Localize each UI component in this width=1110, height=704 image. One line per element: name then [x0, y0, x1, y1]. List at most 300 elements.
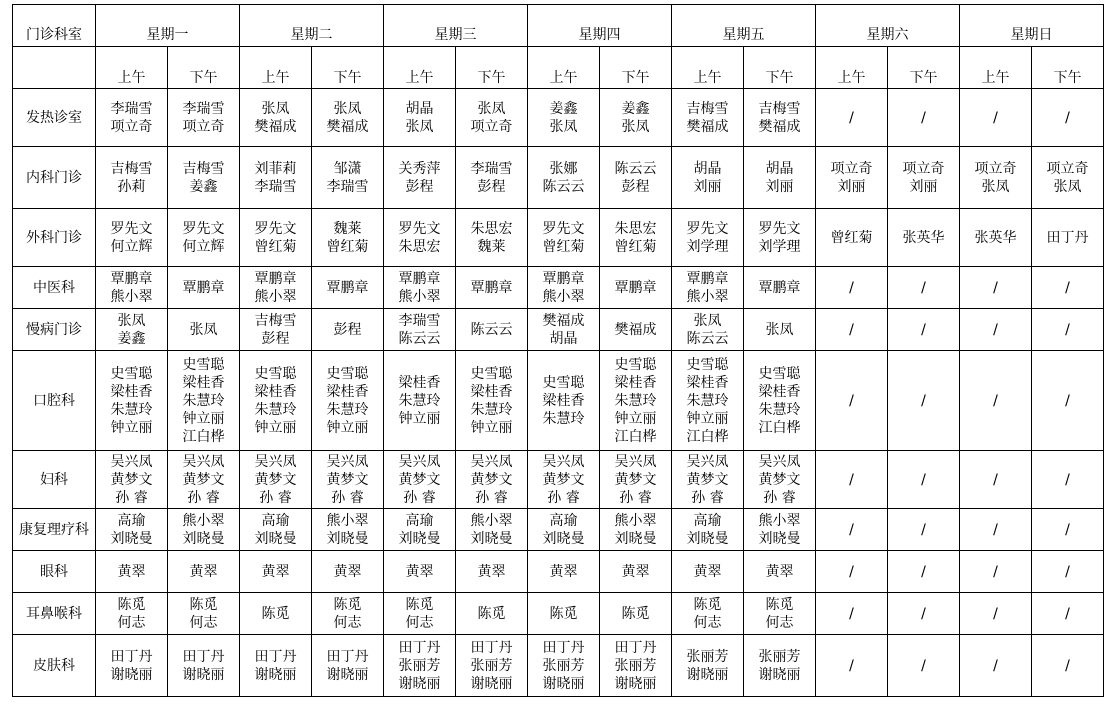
schedule-cell [672, 509, 744, 551]
doctor-name: 陈觅 [261, 605, 290, 622]
doctor-name: 黄翠 [189, 563, 218, 580]
schedule-cell [240, 147, 312, 209]
doctor-name: 何立辉 [182, 238, 225, 255]
doctor-name: 梁桂香 [182, 374, 225, 391]
doctor-name: 陈觅 [621, 605, 650, 622]
dept-name-cell: 发热诊室 [13, 89, 96, 147]
empty-slot-mark: / [921, 521, 926, 538]
doctor-name: 孙 睿 [619, 489, 652, 506]
schedule-cell [384, 147, 456, 209]
empty-slot-mark: / [993, 109, 998, 126]
doctor-name: 孙 睿 [187, 489, 220, 506]
dept-name-cell: 慢病门诊 [13, 309, 96, 351]
empty-slot-mark: / [1065, 657, 1070, 674]
doctor-name: 张娜 [549, 160, 578, 177]
schedule-cell [744, 209, 816, 267]
table-row [13, 89, 1104, 147]
schedule-cell [96, 593, 168, 635]
schedule-cell [384, 309, 456, 351]
doctor-name: 陈觅 [693, 596, 722, 613]
doctor-name: 罗先文 [686, 220, 729, 237]
doctor-name: 熊小翠 [470, 512, 513, 529]
doctor-name: 梁桂香 [470, 383, 513, 400]
doctor-name: 梁桂香 [614, 374, 657, 391]
schedule-cell [744, 635, 816, 697]
doctor-name: 陈觅 [117, 596, 146, 613]
doctor-name: 江白桦 [686, 428, 729, 445]
empty-slot-mark: / [849, 321, 854, 338]
schedule-cell [312, 89, 384, 147]
dept-name-cell: 妇科 [13, 451, 96, 509]
doctor-name: 何志 [405, 614, 434, 631]
day-header-sat: 星期六 [816, 5, 960, 47]
schedule-cell [600, 209, 672, 267]
schedule-cell [960, 267, 1032, 309]
doctor-name: 刘晓曼 [614, 530, 657, 547]
schedule-cell [96, 351, 168, 451]
doctor-name: 梁桂香 [326, 383, 369, 400]
doctor-name: 田丁丹 [614, 639, 657, 656]
doctor-name: 谢晓丽 [254, 666, 297, 683]
empty-slot-mark: / [849, 392, 854, 409]
doctor-name: 梁桂香 [254, 383, 297, 400]
schedule-cell [312, 147, 384, 209]
empty-slot-mark: / [921, 109, 926, 126]
doctor-name: 刘晓曼 [542, 530, 585, 547]
table-row [13, 351, 1104, 451]
schedule-cell [888, 351, 960, 451]
doctor-name: 吉梅雪 [254, 312, 297, 329]
table-row [13, 309, 1104, 351]
doctor-name: 朱思宏 [470, 220, 513, 237]
schedule-cell [384, 551, 456, 593]
empty-slot-mark: / [849, 657, 854, 674]
doctor-name: 陈觅 [765, 596, 794, 613]
dept-name-cell: 耳鼻喉科 [13, 593, 96, 635]
doctor-name: 朱慧玲 [686, 392, 729, 409]
schedule-cell [816, 451, 888, 509]
doctor-name: 刘晓曼 [254, 530, 297, 547]
schedule-cell [528, 267, 600, 309]
schedule-cell [744, 551, 816, 593]
schedule-cell [168, 351, 240, 451]
doctor-name: 钟立丽 [182, 410, 225, 427]
doctor-name: 谢晓丽 [686, 666, 729, 683]
doctor-name: 陈云云 [398, 330, 441, 347]
doctor-name: 覃鹏章 [470, 279, 513, 296]
doctor-name: 刘晓曼 [182, 530, 225, 547]
doctor-name: 樊福成 [326, 118, 369, 135]
doctor-name: 樊福成 [686, 118, 729, 135]
doctor-name: 张丽芳 [398, 657, 441, 674]
table-row [13, 593, 1104, 635]
doctor-name: 刘晓曼 [110, 530, 153, 547]
doctor-name: 姜鑫 [189, 178, 218, 195]
doctor-name: 孙 睿 [475, 489, 508, 506]
schedule-cell [312, 509, 384, 551]
schedule-cell [1032, 267, 1104, 309]
doctor-name: 黄梦文 [110, 471, 153, 488]
doctor-name: 覃鹏章 [110, 270, 153, 287]
doctor-name: 张凤 [261, 100, 290, 117]
schedule-cell [960, 309, 1032, 351]
schedule-cell [600, 509, 672, 551]
doctor-name: 罗先文 [758, 220, 801, 237]
empty-slot-mark: / [993, 521, 998, 538]
empty-slot-mark: / [1065, 521, 1070, 538]
doctor-name: 彭程 [477, 178, 506, 195]
doctor-name: 黄梦文 [614, 471, 657, 488]
doctor-name: 田丁丹 [110, 648, 153, 665]
schedule-cell [1032, 551, 1104, 593]
schedule-cell [384, 509, 456, 551]
schedule-cell [960, 89, 1032, 147]
doctor-name: 刘学理 [686, 238, 729, 255]
schedule-cell [96, 451, 168, 509]
doctor-name: 吴兴凤 [542, 453, 585, 470]
doctor-name: 吴兴凤 [254, 453, 297, 470]
schedule-cell [528, 551, 600, 593]
doctor-name: 彭程 [621, 178, 650, 195]
doctor-name: 关秀萍 [398, 160, 441, 177]
doctor-name: 黄梦文 [470, 471, 513, 488]
schedule-cell [960, 509, 1032, 551]
halfday-header-pm: 下午 [1032, 47, 1104, 89]
doctor-name: 陈觅 [477, 605, 506, 622]
schedule-cell [528, 209, 600, 267]
schedule-cell [96, 309, 168, 351]
schedule-cell [1032, 451, 1104, 509]
doctor-name: 罗先文 [182, 220, 225, 237]
doctor-name: 熊小翠 [542, 288, 585, 305]
doctor-name: 高瑜 [117, 512, 146, 529]
schedule-cell [816, 593, 888, 635]
doctor-name: 刘丽 [837, 178, 866, 195]
schedule-cell [456, 309, 528, 351]
doctor-name: 黄翠 [261, 563, 290, 580]
doctor-name: 刘菲莉 [254, 160, 297, 177]
doctor-name: 田丁丹 [254, 648, 297, 665]
doctor-name: 覃鹏章 [182, 279, 225, 296]
schedule-cell [1032, 309, 1104, 351]
doctor-name: 高瑜 [261, 512, 290, 529]
doctor-name: 张凤 [477, 100, 506, 117]
doctor-name: 陈觅 [189, 596, 218, 613]
doctor-name: 朱慧玲 [254, 401, 297, 418]
doctor-name: 孙 睿 [547, 489, 580, 506]
schedule-cell [672, 89, 744, 147]
schedule-cell [744, 267, 816, 309]
halfday-header-am: 上午 [384, 47, 456, 89]
doctor-name: 梁桂香 [398, 374, 441, 391]
doctor-name: 史雪聪 [326, 365, 369, 382]
doctor-name: 项立奇 [1046, 160, 1089, 177]
schedule-cell [456, 267, 528, 309]
doctor-name: 张凤 [693, 312, 722, 329]
doctor-name: 项立奇 [902, 160, 945, 177]
schedule-cell [96, 89, 168, 147]
schedule-cell [816, 635, 888, 697]
dept-name-cell: 内科门诊 [13, 147, 96, 209]
schedule-cell [960, 551, 1032, 593]
schedule-cell [528, 593, 600, 635]
empty-slot-mark: / [921, 392, 926, 409]
halfday-header-pm: 下午 [744, 47, 816, 89]
doctor-name: 吴兴凤 [110, 453, 153, 470]
doctor-name: 胡晶 [549, 330, 578, 347]
doctor-name: 张凤 [765, 321, 794, 338]
doctor-name: 田丁丹 [398, 639, 441, 656]
doctor-name: 熊小翠 [110, 288, 153, 305]
schedule-cell [312, 351, 384, 451]
schedule-cell [240, 509, 312, 551]
doctor-name: 何志 [189, 614, 218, 631]
table-row [13, 551, 1104, 593]
doctor-name: 谢晓丽 [470, 675, 513, 692]
empty-slot-mark: / [921, 279, 926, 296]
doctor-name: 张丽芳 [686, 648, 729, 665]
doctor-name: 陈觅 [333, 596, 362, 613]
doctor-name: 史雪聪 [182, 356, 225, 373]
schedule-cell [168, 309, 240, 351]
doctor-name: 胡晶 [765, 160, 794, 177]
schedule-cell [384, 351, 456, 451]
doctor-name: 吉梅雪 [686, 100, 729, 117]
schedule-cell [672, 593, 744, 635]
schedule-cell [960, 593, 1032, 635]
doctor-name: 江白桦 [614, 428, 657, 445]
doctor-name: 刘丽 [765, 178, 794, 195]
doctor-name: 黄翠 [333, 563, 362, 580]
doctor-name: 钟立丽 [398, 410, 441, 427]
doctor-name: 曾红菊 [326, 238, 369, 255]
schedule-cell [672, 451, 744, 509]
doctor-name: 熊小翠 [758, 512, 801, 529]
empty-slot-mark: / [993, 279, 998, 296]
schedule-cell [312, 209, 384, 267]
schedule-cell [960, 209, 1032, 267]
schedule-cell [816, 89, 888, 147]
doctor-name: 吴兴凤 [182, 453, 225, 470]
doctor-name: 彭程 [333, 321, 362, 338]
doctor-name: 胡晶 [693, 160, 722, 177]
schedule-cell [1032, 351, 1104, 451]
schedule-cell [888, 309, 960, 351]
doctor-name: 刘丽 [693, 178, 722, 195]
schedule-cell [96, 509, 168, 551]
doctor-name: 曾红菊 [614, 238, 657, 255]
schedule-cell [528, 89, 600, 147]
schedule-cell [528, 509, 600, 551]
doctor-name: 覃鹏章 [758, 279, 801, 296]
doctor-name: 张丽芳 [758, 648, 801, 665]
schedule-cell [384, 209, 456, 267]
doctor-name: 陈觅 [549, 605, 578, 622]
schedule-cell [744, 593, 816, 635]
doctor-name: 李瑞雪 [398, 312, 441, 329]
doctor-name: 何志 [693, 614, 722, 631]
doctor-name: 钟立丽 [326, 419, 369, 436]
schedule-cell [240, 593, 312, 635]
doctor-name: 高瑜 [549, 512, 578, 529]
empty-slot-mark: / [993, 471, 998, 488]
schedule-cell [240, 267, 312, 309]
schedule-cell [600, 147, 672, 209]
doctor-name: 魏莱 [333, 220, 362, 237]
schedule-cell [312, 309, 384, 351]
schedule-cell [456, 635, 528, 697]
empty-slot-mark: / [993, 605, 998, 622]
table-row [13, 451, 1104, 509]
schedule-cell [1032, 593, 1104, 635]
doctor-name: 樊福成 [614, 321, 657, 338]
doctor-name: 张凤 [189, 321, 218, 338]
doctor-name: 吴兴凤 [686, 453, 729, 470]
schedule-cell [960, 147, 1032, 209]
doctor-name: 黄梦文 [758, 471, 801, 488]
schedule-cell [168, 267, 240, 309]
empty-slot-mark: / [993, 657, 998, 674]
empty-slot-mark: / [993, 392, 998, 409]
schedule-cell [1032, 89, 1104, 147]
doctor-name: 李瑞雪 [326, 178, 369, 195]
dept-name-cell: 眼科 [13, 551, 96, 593]
doctor-name: 张凤 [117, 312, 146, 329]
doctor-name: 谢晓丽 [614, 675, 657, 692]
schedule-cell [168, 147, 240, 209]
doctor-name: 谢晓丽 [542, 675, 585, 692]
doctor-name: 黄梦文 [686, 471, 729, 488]
schedule-cell [888, 451, 960, 509]
doctor-name: 张丽芳 [470, 657, 513, 674]
doctor-name: 李瑞雪 [470, 160, 513, 177]
doctor-name: 曾红菊 [254, 238, 297, 255]
schedule-cell [672, 267, 744, 309]
doctor-name: 高瑜 [405, 512, 434, 529]
schedule-cell [456, 551, 528, 593]
doctor-name: 田丁丹 [1046, 229, 1089, 246]
doctor-name: 黄翠 [621, 563, 650, 580]
empty-slot-mark: / [1065, 321, 1070, 338]
doctor-name: 何立辉 [110, 238, 153, 255]
doctor-name: 谢晓丽 [398, 675, 441, 692]
doctor-name: 罗先文 [542, 220, 585, 237]
dept-name-cell: 皮肤科 [13, 635, 96, 697]
schedule-cell [744, 451, 816, 509]
schedule-cell [456, 209, 528, 267]
doctor-name: 史雪聪 [542, 374, 585, 391]
doctor-name: 熊小翠 [686, 288, 729, 305]
empty-slot-mark: / [1065, 279, 1070, 296]
day-header-fri: 星期五 [672, 5, 816, 47]
doctor-name: 项立奇 [830, 160, 873, 177]
doctor-name: 覃鹏章 [254, 270, 297, 287]
schedule-cell [672, 147, 744, 209]
doctor-name: 胡晶 [405, 100, 434, 117]
schedule-cell [384, 89, 456, 147]
schedule-cell [888, 89, 960, 147]
doctor-name: 孙 睿 [331, 489, 364, 506]
doctor-name: 邹潇 [333, 160, 362, 177]
doctor-name: 覃鹏章 [614, 279, 657, 296]
empty-slot-mark: / [1065, 392, 1070, 409]
schedule-cell [456, 509, 528, 551]
doctor-name: 项立奇 [182, 118, 225, 135]
schedule-cell [96, 267, 168, 309]
schedule-cell [312, 593, 384, 635]
dept-header-blank [13, 47, 96, 89]
schedule-cell [168, 593, 240, 635]
schedule-cell [672, 351, 744, 451]
doctor-name: 钟立丽 [614, 410, 657, 427]
doctor-name: 张凤 [981, 178, 1010, 195]
halfday-header-am: 上午 [960, 47, 1032, 89]
doctor-name: 吴兴凤 [614, 453, 657, 470]
schedule-cell [528, 351, 600, 451]
halfday-header-pm: 下午 [888, 47, 960, 89]
schedule-cell [888, 593, 960, 635]
schedule-cell [240, 209, 312, 267]
schedule-cell [816, 509, 888, 551]
halfday-header-pm: 下午 [312, 47, 384, 89]
doctor-name: 史雪聪 [470, 365, 513, 382]
schedule-cell [672, 309, 744, 351]
doctor-name: 刘晓曼 [758, 530, 801, 547]
doctor-name: 孙 睿 [403, 489, 436, 506]
doctor-name: 黄梦文 [254, 471, 297, 488]
schedule-cell [960, 351, 1032, 451]
schedule-cell [240, 309, 312, 351]
doctor-name: 谢晓丽 [758, 666, 801, 683]
schedule-cell [528, 147, 600, 209]
doctor-name: 朱思宏 [398, 238, 441, 255]
schedule-cell [240, 635, 312, 697]
doctor-name: 曾红菊 [830, 229, 873, 246]
doctor-name: 张丽芳 [542, 657, 585, 674]
schedule-cell [168, 635, 240, 697]
halfday-header-am: 上午 [528, 47, 600, 89]
empty-slot-mark: / [1065, 563, 1070, 580]
doctor-name: 刘晓曼 [398, 530, 441, 547]
halfday-header-pm: 下午 [456, 47, 528, 89]
doctor-name: 覃鹏章 [686, 270, 729, 287]
empty-slot-mark: / [849, 279, 854, 296]
doctor-name: 朱慧玲 [758, 401, 801, 418]
table-row [13, 147, 1104, 209]
doctor-name: 史雪聪 [254, 365, 297, 382]
halfday-header-am: 上午 [96, 47, 168, 89]
doctor-name: 何志 [765, 614, 794, 631]
empty-slot-mark: / [921, 471, 926, 488]
doctor-name: 钟立丽 [470, 419, 513, 436]
doctor-name: 熊小翠 [182, 512, 225, 529]
doctor-name: 朱慧玲 [398, 392, 441, 409]
doctor-name: 樊福成 [542, 312, 585, 329]
dept-name-cell: 外科门诊 [13, 209, 96, 267]
empty-slot-mark: / [921, 605, 926, 622]
doctor-name: 朱慧玲 [470, 401, 513, 418]
doctor-name: 黄翠 [693, 563, 722, 580]
doctor-name: 项立奇 [974, 160, 1017, 177]
schedule-cell [816, 267, 888, 309]
day-header-thu: 星期四 [528, 5, 672, 47]
schedule-cell [312, 267, 384, 309]
doctor-name: 黄梦文 [182, 471, 225, 488]
schedule-cell [456, 147, 528, 209]
empty-slot-mark: / [993, 321, 998, 338]
empty-slot-mark: / [1065, 109, 1070, 126]
dept-name-cell: 康复理疗科 [13, 509, 96, 551]
